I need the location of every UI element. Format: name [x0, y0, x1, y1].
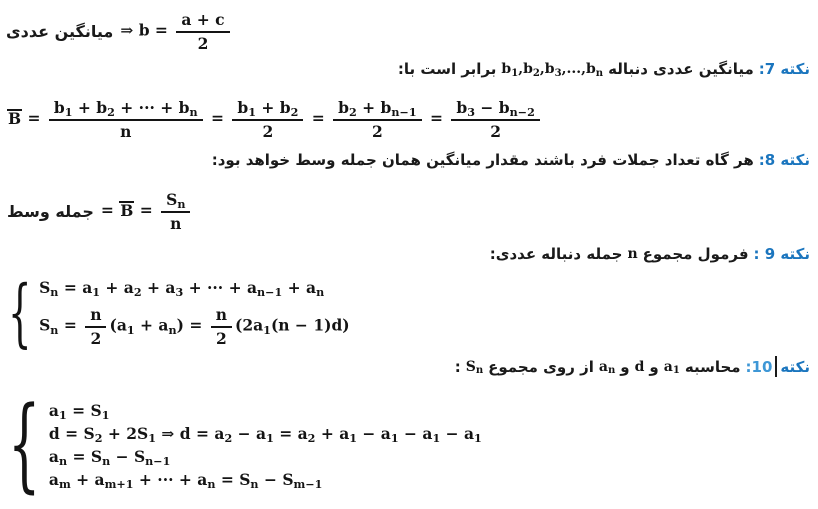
- note-10-conjunction-1: و: [649, 357, 659, 376]
- note-9-title: نکته 9 :: [753, 245, 810, 263]
- sum-closed-form-row: $S_n$ = $\frac{n}{2}$ $(a_1 + a_n)$ = $\frac{n}{2}$ $(2a_1(n - 1)d)$: [39, 305, 350, 348]
- note-9-n-math: n: [627, 246, 638, 262]
- d-row: $d = S_2 + 2S_1$ ⇒ $d = a_2 - a_1 = a_2 + a_1 - a_1 - a_1 - a_1$: [48, 424, 482, 446]
- middle-term-math: = B = $\frac{S_n}{n}$: [101, 190, 194, 233]
- note-7-sequence-math: $b_1,b_2,b_3,...,b_n$: [501, 61, 604, 79]
- note-10-title-word: نکته: [780, 357, 810, 376]
- note-9-trail-text: جمله دنباله عددی:: [489, 245, 623, 263]
- note-10-lead-text: محاسبه: [684, 357, 741, 376]
- mean-definition-math: ⇒ b = $\frac{a + c}{2}$: [120, 10, 232, 53]
- note-10-sn-math: $S_n$: [465, 358, 484, 377]
- note-7-line: [398, 60, 810, 78]
- a1-row: $a_1 = S_1$: [48, 401, 110, 423]
- note-9-lead-text: فرمول مجموع: [642, 245, 749, 263]
- mean-definition-label: میانگین عددی: [6, 22, 114, 41]
- calc-from-sum-rows: [48, 401, 482, 492]
- note-10-d-math: d: [634, 358, 645, 375]
- mean-of-sequence-math: B = $\frac{b_1 + b_2 + \cdot\cdot\cdot + b_n}{n}$ = $\frac{b_1 + b_2}{2}$ = $\frac{b_2 + b_{n-1}}{2}$ = $\frac{b_3 - b_{n-2}}{2}$: [7, 98, 543, 141]
- caret-bar: [775, 356, 777, 377]
- note-10-a1-math: $a_1$: [663, 358, 680, 377]
- note-8-line: [212, 151, 810, 169]
- mean-definition-formula: [6, 10, 233, 53]
- note-10-title-number: 10:: [745, 357, 773, 376]
- note-7-trail-text: برابر است با:: [397, 60, 497, 78]
- left-brace: {: [8, 270, 32, 356]
- an-row: $a_n = S_n - S_{n-1}$: [48, 447, 171, 469]
- note-8-text: هر گاه تعداد جملات فرد باشند مقدار میانگین همان جمله وسط خواهد بود:: [211, 151, 754, 169]
- note-10-an-math: $a_n$: [598, 358, 616, 377]
- sum-expanded-row: $S_n = a_1 + a_2 + a_3$ + ··· + $a_{n-1} + a_n$: [39, 278, 325, 300]
- note-10-line: [455, 356, 810, 377]
- middle-term-label: جمله وسط: [7, 202, 94, 221]
- note-10-mid-text: از روی مجموع: [488, 357, 594, 376]
- note-7-title: نکته 7:: [758, 60, 810, 78]
- calc-from-sum-system: [8, 385, 482, 504]
- sum-formula-rows: [39, 278, 350, 348]
- middle-term-formula: [7, 190, 193, 233]
- mean-of-sequence-formula: [7, 98, 543, 141]
- partial-sum-row: $a_m + a_{m+1}$ + ··· + $a_n = S_n - S_{m-1}$: [48, 470, 323, 492]
- note-8-title: نکته 8:: [758, 151, 810, 169]
- note-9-line: [490, 245, 810, 263]
- note-10-conjunction-2: و: [620, 357, 630, 376]
- sum-formula-system: [8, 270, 350, 356]
- left-brace: {: [8, 385, 41, 504]
- note-7-lead-text: میانگین عددی دنباله: [608, 60, 754, 78]
- note-10-trail-colon: :: [454, 357, 461, 376]
